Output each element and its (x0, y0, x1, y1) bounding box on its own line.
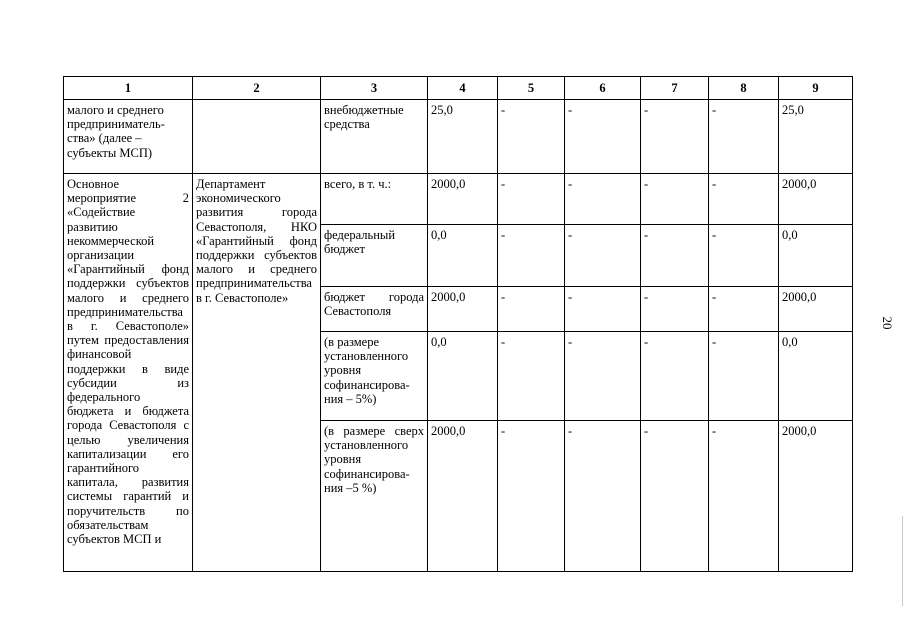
table-row (64, 174, 853, 225)
amount-cell: 2000,0 (779, 421, 853, 572)
amount-cell: 25,0 (779, 100, 853, 174)
funding-source-cell: всего, в т. ч.: (321, 174, 428, 225)
amount-cell: - (709, 287, 779, 332)
amount-cell: - (641, 100, 709, 174)
amount-cell: - (498, 287, 565, 332)
header-cell: 5 (498, 77, 565, 100)
header-cell: 4 (428, 77, 498, 100)
table-row (64, 100, 853, 174)
amount-cell: - (641, 332, 709, 421)
amount-cell: - (709, 174, 779, 225)
amount-cell: - (565, 225, 641, 287)
amount-cell: 0,0 (428, 225, 498, 287)
header-cell: 8 (709, 77, 779, 100)
amount-cell: - (709, 100, 779, 174)
amount-cell: 2000,0 (428, 174, 498, 225)
amount-cell: - (565, 100, 641, 174)
amount-cell: - (565, 332, 641, 421)
amount-cell: 25,0 (428, 100, 498, 174)
header-cell: 9 (779, 77, 853, 100)
amount-cell: - (565, 174, 641, 225)
amount-cell: 0,0 (779, 225, 853, 287)
amount-cell: 2000,0 (428, 287, 498, 332)
amount-cell: - (641, 174, 709, 225)
amount-cell: 2000,0 (779, 174, 853, 225)
funding-source-cell: (в размере установленного уровня софинансирова-ния – 5%) (321, 332, 428, 421)
amount-cell: - (709, 421, 779, 572)
executor-cell: Департамент экономического развития города Севастополя, НКО «Гарантийный фонд поддержки субъектов малого и среднего предпринимательства в г. Севастополе» (193, 174, 321, 572)
page-number: 20 (880, 316, 895, 330)
executor-cell (193, 100, 321, 174)
amount-cell: - (641, 225, 709, 287)
amount-cell: - (498, 225, 565, 287)
scan-edge-line (902, 516, 903, 606)
amount-cell: - (641, 287, 709, 332)
funding-source-cell: федеральный бюджет (321, 225, 428, 287)
amount-cell: - (709, 225, 779, 287)
amount-cell: - (498, 174, 565, 225)
header-cell: 2 (193, 77, 321, 100)
budget-table (63, 76, 853, 572)
header-cell: 6 (565, 77, 641, 100)
amount-cell: - (498, 421, 565, 572)
amount-cell: 0,0 (428, 332, 498, 421)
amount-cell: - (641, 421, 709, 572)
activity-cell: малого и среднего предприниматель-ства» (далее – субъекты МСП) (64, 100, 193, 174)
header-row (64, 77, 853, 100)
amount-cell: - (498, 100, 565, 174)
amount-cell: 2000,0 (428, 421, 498, 572)
amount-cell: 2000,0 (779, 287, 853, 332)
amount-cell: 0,0 (779, 332, 853, 421)
funding-source-cell: внебюджетные средства (321, 100, 428, 174)
header-cell: 1 (64, 77, 193, 100)
amount-cell: - (565, 421, 641, 572)
main-activity-cell: Основное мероприятие 2 «Содействие развитию некоммерческой организации «Гарантийный фонд поддержки субъектов малого и среднего предпринимательства в г. Севастополе» путем предоставления финансовой поддержки в виде субсидии из федерального бюджета и бюджета города Севастополя с целью увеличения капитализации его гарантийного капитала, развития системы гарантий и поручительств по обязательствам субъектов МСП и (64, 174, 193, 572)
amount-cell: - (498, 332, 565, 421)
funding-source-cell: бюджет города Севастополя (321, 287, 428, 332)
header-cell: 7 (641, 77, 709, 100)
amount-cell: - (709, 332, 779, 421)
amount-cell: - (565, 287, 641, 332)
header-cell: 3 (321, 77, 428, 100)
funding-source-cell: (в размере сверх установленного уровня софинансирова-ния –5 %) (321, 421, 428, 572)
